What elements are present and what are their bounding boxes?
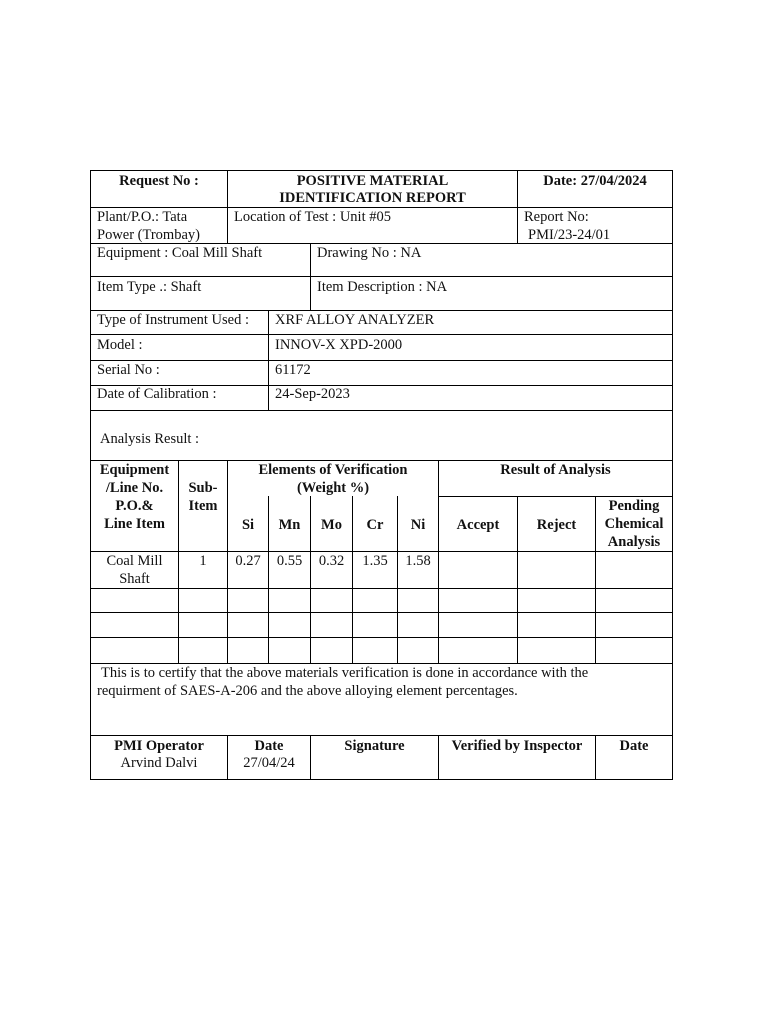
report-no-label: Report No:	[524, 209, 589, 225]
accept-header: Accept	[456, 517, 500, 533]
model-value: INNOV-X XPD-2000	[275, 337, 403, 353]
row-divider	[90, 735, 673, 736]
request-no-label: Request No :	[119, 173, 199, 189]
plant-po-line2: Power (Trombay)	[97, 227, 200, 243]
serial-no-value: 61172	[275, 362, 311, 378]
elements-header: Elements of Verification	[258, 462, 408, 478]
pending-header: Chemical	[604, 516, 664, 532]
plant-po-line1: Plant/P.O.: Tata	[97, 209, 188, 225]
signoff-date-value: 27/04/24	[243, 755, 295, 771]
col-equipment-header: Line Item	[104, 516, 165, 532]
instrument-type-label: Type of Instrument Used :	[97, 312, 250, 328]
col-equipment-header: /Line No.	[105, 480, 164, 496]
element-cr-header: Cr	[366, 517, 384, 533]
report-title-line1: POSITIVE MATERIAL	[296, 173, 449, 189]
element-mo-header: Mo	[321, 517, 342, 533]
table-border-bottom	[90, 779, 673, 780]
equipment-field: Equipment : Coal Mill Shaft	[97, 245, 263, 261]
row-divider	[90, 410, 673, 411]
col-sub-item-header: Sub-	[188, 480, 218, 496]
elements-header: (Weight %)	[296, 480, 370, 496]
col-equipment-header: Equipment	[99, 462, 170, 478]
col-equipment-header: P.O.&	[115, 498, 154, 514]
row-equipment: Shaft	[119, 571, 150, 587]
col-divider	[310, 243, 311, 310]
certification-text: This is to certify that the above materials verification is done in accordance with the	[101, 665, 589, 681]
element-si-header: Si	[241, 517, 255, 533]
pmi-operator-name: Arvind Dalvi	[120, 755, 198, 771]
item-description-field: Item Description : NA	[317, 279, 448, 295]
table-border-right	[672, 170, 673, 780]
table-border-top	[90, 170, 673, 171]
inspector-date-label: Date	[619, 738, 649, 754]
row-cr-value: 1.35	[362, 553, 388, 569]
row-ni-value: 1.58	[405, 553, 431, 569]
report-no-value: PMI/23-24/01	[528, 227, 611, 243]
analysis-result-label: Analysis Result :	[100, 431, 200, 447]
item-type-field: Item Type .: Shaft	[97, 279, 202, 295]
serial-no-label: Serial No :	[97, 362, 160, 378]
row-mo-value: 0.32	[318, 553, 345, 569]
report-date: Date: 27/04/2024	[543, 173, 647, 189]
certification-text: requirment of SAES-A-206 and the above alloying element percentages.	[97, 683, 518, 699]
reject-header: Reject	[536, 517, 577, 533]
col-divider	[268, 310, 269, 410]
row-sub-item: 1	[199, 553, 207, 569]
instrument-type-value: XRF ALLOY ANALYZER	[275, 312, 435, 328]
row-divider	[90, 276, 673, 277]
signature-label: Signature	[344, 738, 405, 754]
row-mn-value: 0.55	[276, 553, 303, 569]
col-sub-item-header: Item	[188, 498, 218, 514]
signoff-date-label: Date	[254, 738, 284, 754]
row-si-value: 0.27	[235, 553, 261, 569]
result-of-analysis-header: Result of Analysis	[500, 462, 611, 478]
pmi-operator-label: PMI Operator	[114, 738, 204, 754]
model-label: Model :	[97, 337, 143, 353]
location-of-test: Location of Test : Unit #05	[234, 209, 391, 225]
element-ni-header: Ni	[410, 517, 426, 533]
row-equipment: Coal Mill	[106, 553, 163, 569]
verified-by-inspector-label: Verified by Inspector	[451, 738, 583, 754]
col-divider	[438, 460, 439, 663]
row-divider	[90, 334, 673, 335]
drawing-no-field: Drawing No : NA	[317, 245, 422, 261]
calibration-date-value: 24-Sep-2023	[275, 386, 350, 402]
pending-header: Analysis	[607, 534, 661, 550]
pending-header: Pending	[608, 498, 660, 514]
report-title-line2: IDENTIFICATION REPORT	[279, 190, 466, 206]
calibration-date-label: Date of Calibration :	[97, 386, 217, 402]
row-divider	[90, 360, 673, 361]
element-mn-header: Mn	[278, 517, 301, 533]
